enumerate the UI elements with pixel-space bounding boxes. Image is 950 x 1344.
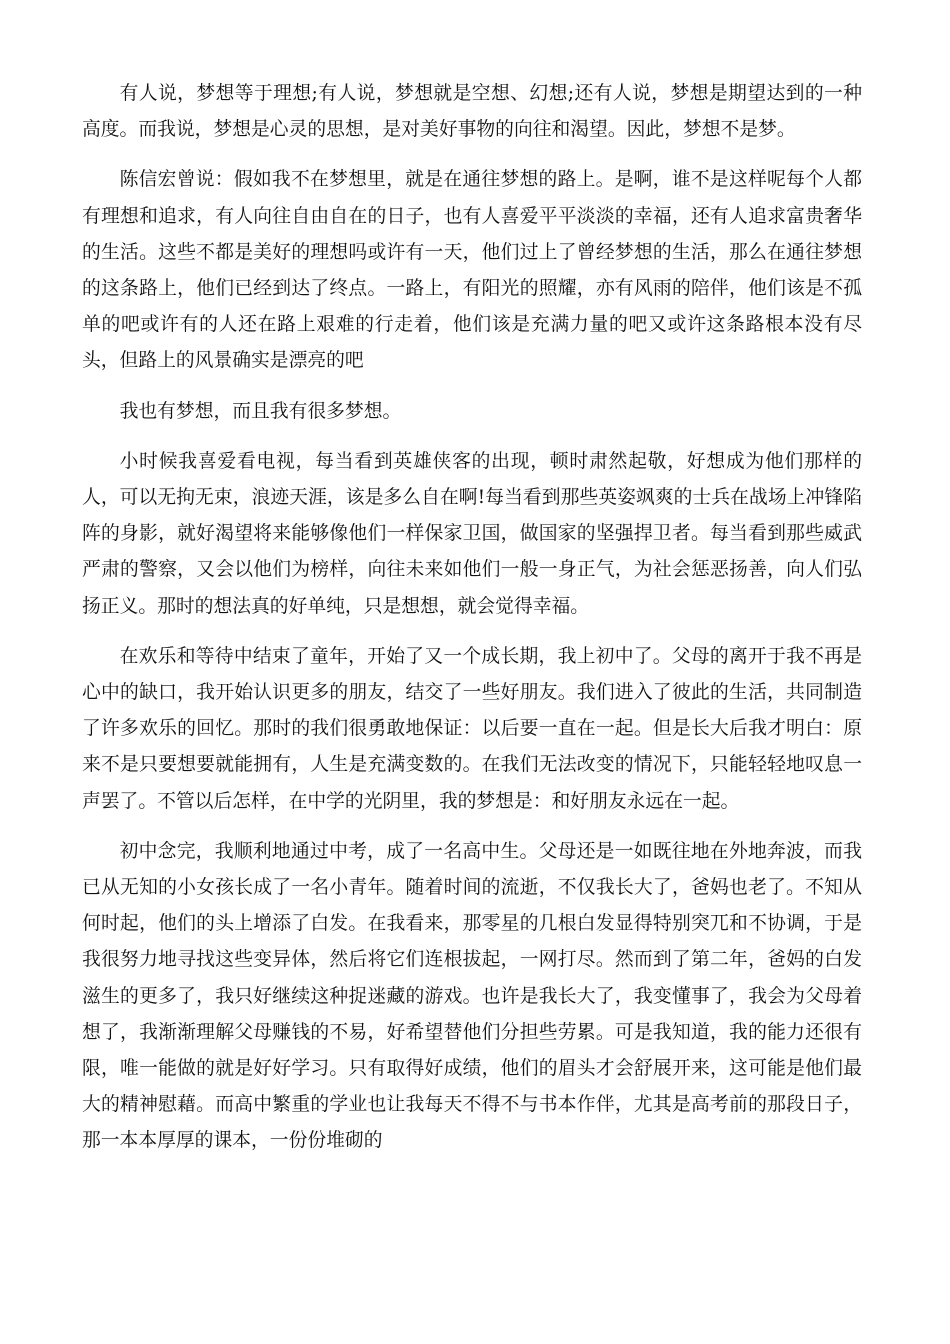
paragraph-6: 初中念完，我顺利地通过中考，成了一名高中生。父母还是一如既往地在外地奔波，而我已从无知的小女孩长成了一名小青年。随着时间的流逝，不仅我长大了，爸妈也老了。不知从何时起，他们的头上增添了白发。在我看来，那零星的几根白发显得特别突兀和不协调，于是我很努力地寻找这些变异体，然后将它们连根拔起，一网打尽。然而到了第二年，爸妈的白发滋生的更多了，我只好继续这种捉迷藏的游戏。也许是我长大了，我变懂事了，我会为父母着想了，我渐渐理解父母赚钱的不易，好希望替他们分担些劳累。可是我知道，我的能力还很有限，唯一能做的就是好好学习。只有取得好成绩，他们的眉头才会舒展开来，这可能是他们最大的精神慰藉。而高中繁重的学业也让我每天不得不与书本作伴，尤其是高考前的那段日子，那一本本厚厚的课本，一份份堆砌的	[82, 840, 862, 1152]
paragraph-2: 陈信宏曾说：假如我不在梦想里，就是在通往梦想的路上。是啊，谁不是这样呢每个人都有理想和追求，有人向往自由自在的日子，也有人喜爱平平淡淡的幸福，还有人追求富贵奢华的生活。这些不都是美好的理想吗或许有一天，他们过上了曾经梦想的生活，那么在通往梦想的这条路上，他们已经到达了终点。一路上，有阳光的照耀，亦有风雨的陪伴，他们该是不孤单的吧或许有的人还在路上艰难的行走着，他们该是充满力量的吧又或许这条路根本没有尽头，但路上的风景确实是漂亮的吧	[82, 169, 862, 372]
paragraph-1: 有人说，梦想等于理想;有人说，梦想就是空想、幻想;还有人说，梦想是期望达到的一种高度。而我说，梦想是心灵的思想，是对美好事物的向往和渴望。因此，梦想不是梦。	[82, 83, 862, 141]
paragraph-3: 我也有梦想，而且我有很多梦想。	[119, 400, 402, 422]
document-body	[82, 76, 862, 1174]
paragraph-5: 在欢乐和等待中结束了童年，开始了又一个成长期，我上初中了。父母的离开于我不再是心中的缺口，我开始认识更多的朋友，结交了一些好朋友。我们进入了彼此的生活，共同制造了许多欢乐的回忆。那时的我们很勇敢地保证：以后要一直在一起。但是长大后我才明白：原来不是只要想要就能拥有，人生是充满变数的。在我们无法改变的情况下，只能轻轻地叹息一声罢了。不管以后怎样，在中学的光阴里，我的梦想是：和好朋友永远在一起。	[82, 645, 862, 812]
paragraph-4: 小时候我喜爱看电视，每当看到英雄侠客的出现，顿时肃然起敬，好想成为他们那样的人，可以无拘无束，浪迹天涯，该是多么自在啊!每当看到那些英姿飒爽的士兵在战场上冲锋陷阵的身影，就好渴望将来能够像他们一样保家卫国，做国家的坚强捍卫者。每当看到那些威武严肃的警察，又会以他们为榜样，向往未来如他们一般一身正气，为社会惩恶扬善，向人们弘扬正义。那时的想法真的好单纯，只是想想，就会觉得幸福。	[82, 450, 862, 617]
